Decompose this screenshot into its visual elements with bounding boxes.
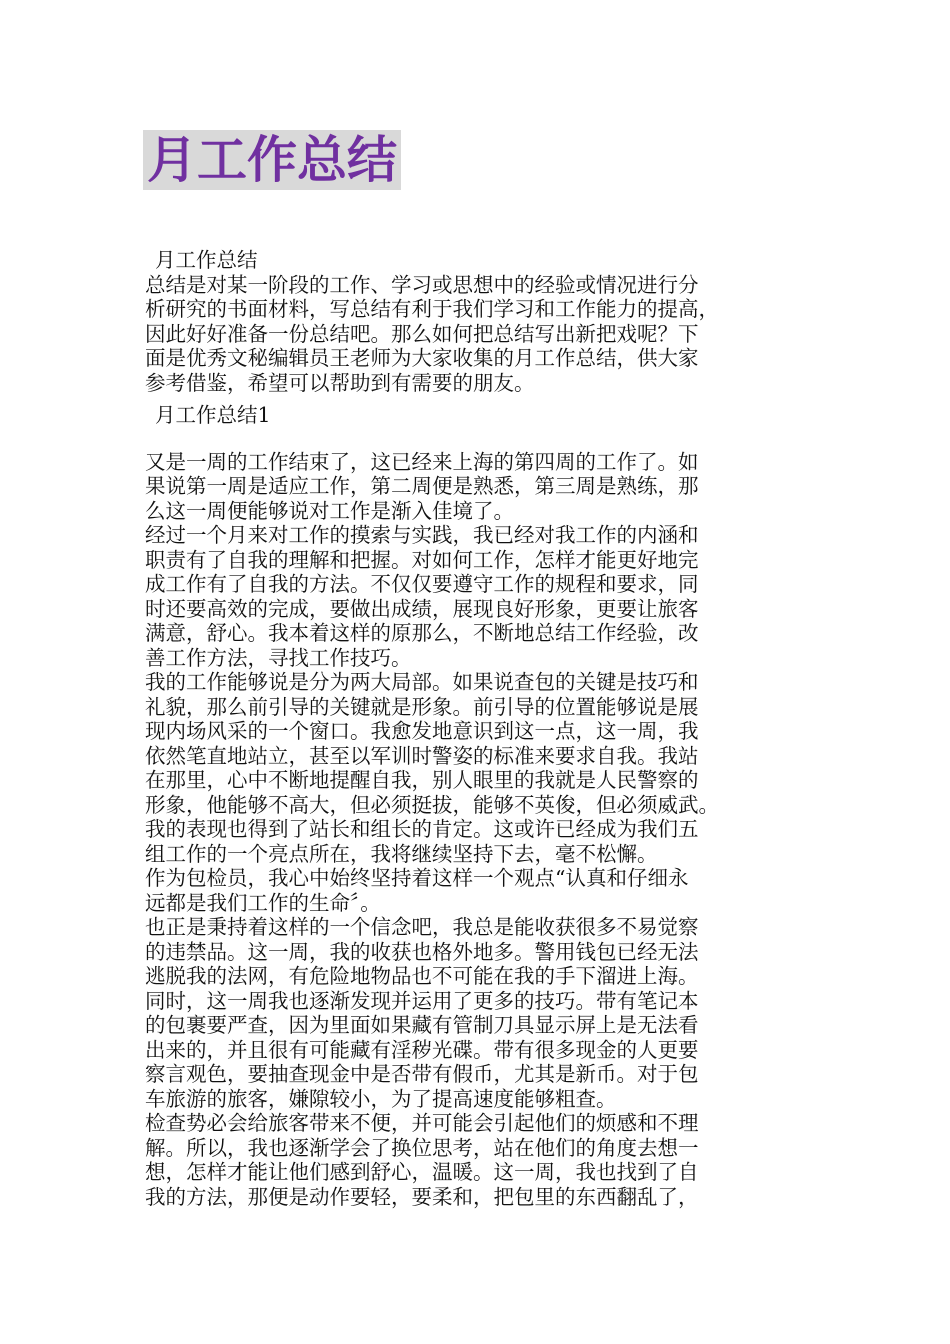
paragraph-line: 组工作的一个亮点所在，我将继续坚持下去，毫不松懈。 [145, 841, 658, 866]
paragraph-line: 满意，舒心。我本着这样的原那么，不断地总结工作经验，改 [145, 621, 699, 645]
paragraph-3 [145, 670, 815, 866]
paragraph-line: 也正是秉持着这样的一个信念吧，我总是能收获很多不易觉察 [145, 915, 699, 939]
paragraph-line: 现内场风采的一个窗口。我愈发地意识到这一点，这一周，我 [145, 719, 699, 743]
paragraph-line: 我的方法，那便是动作要轻，要柔和，把包里的东西翻乱了， [145, 1184, 699, 1209]
section-heading: 月工作总结1 [155, 403, 271, 427]
paragraph-line: 礼貌，那么前引导的关键就是形象。前引导的位置能够说是展 [145, 694, 699, 719]
paragraph-2 [145, 523, 815, 670]
paragraph-line: 果说第一周是适应工作，第二周便是熟悉，第三周是熟练，那 [145, 474, 699, 498]
intro-line: 参考借鉴，希望可以帮助到有需要的朋友。 [145, 370, 535, 395]
paragraph-line: 解。所以，我也逐渐学会了换位思考，站在他们的角度去想一 [145, 1135, 699, 1160]
paragraph-line: 又是一周的工作结束了，这已经来上海的第四周的工作了。如 [145, 449, 699, 474]
paragraph-line: 逃脱我的法网，有危险地物品也不可能在我的手下溜进上海。 [145, 964, 699, 988]
paragraph-line: 远都是我们工作的生命〞。 [145, 890, 381, 915]
document-body [145, 248, 815, 1209]
paragraph-line: 车旅游的旅客，嫌隙较小，为了提高速度能够粗查。 [145, 1086, 617, 1111]
paragraph-line: 善工作方法，寻找工作技巧。 [145, 645, 412, 670]
paragraph-line: 出来的，并且很有可能藏有淫秽光碟。带有很多现金的人更要 [145, 1037, 699, 1062]
paragraph-line: 时还要高效的完成，要做出成绩，展现良好形象，更要让旅客 [145, 596, 699, 621]
document-title: 月工作总结 [147, 131, 397, 189]
paragraph-line: 想，怎样才能让他们感到舒心，温暖。这一周，我也找到了自 [145, 1160, 699, 1184]
paragraph-line: 察言观色，要抽查现金中是否带有假币，尤其是新币。对于包 [145, 1062, 699, 1086]
paragraph-5 [145, 915, 815, 1111]
paragraph-line: 的违禁品。这一周，我的收获也格外地多。警用钱包已经无法 [145, 939, 699, 964]
paragraph-1 [145, 450, 815, 524]
paragraph-6 [145, 1111, 815, 1209]
paragraph-line: 我的表现也得到了站长和组长的肯定。这或许已经成为我们五 [145, 817, 699, 841]
paragraph-line: 作为包检员，我心中始终坚持着这样一个观点“认真和仔细永 [145, 866, 689, 890]
paragraph-line: 职责有了自我的理解和把握。对如何工作，怎样才能更好地完 [145, 547, 699, 572]
intro-heading: 月工作总结 [155, 248, 258, 272]
paragraph-line: 么这一周便能够说对工作是渐入佳境了。 [145, 498, 514, 523]
intro-line: 面是优秀文秘编辑员王老师为大家收集的月工作总结，供大家 [145, 346, 699, 370]
paragraph-line: 形象，他能够不高大，但必须挺拔，能够不英俊，但必须威武。 [145, 792, 719, 817]
paragraph-line: 同时，这一周我也逐渐发现并运用了更多的技巧。带有笔记本 [145, 988, 699, 1013]
paragraph-line: 的包裹要严查，因为里面如果藏有管制刀具显示屏上是无法看 [145, 1013, 699, 1037]
intro-line: 总结是对某一阶段的工作、学习或思想中的经验或情况进行分 [145, 272, 699, 297]
paragraph-line: 在那里，心中不断地提醒自我，别人眼里的我就是人民警察的 [145, 768, 699, 792]
intro-line: 因此好好准备一份总结吧。那么如何把总结写出新把戏呢？下 [145, 321, 699, 346]
paragraph-line: 我的工作能够说是分为两大局部。如果说查包的关键是技巧和 [145, 670, 699, 694]
paragraph-4 [145, 866, 815, 915]
paragraph-line: 检查势必会给旅客带来不便，并可能会引起他们的烦感和不理 [145, 1111, 699, 1135]
intro-line: 析研究的书面材料，写总结有利于我们学习和工作能力的提高， [145, 297, 719, 321]
intro-paragraph [145, 273, 815, 396]
paragraph-line: 依然笔直地站立，甚至以军训时警姿的标准来要求自我。我站 [145, 743, 699, 768]
paragraph-line: 成工作有了自我的方法。不仅仅要遵守工作的规程和要求，同 [145, 572, 699, 596]
paragraph-line: 经过一个月来对工作的摸索与实践，我已经对我工作的内涵和 [145, 523, 699, 547]
title-banner [143, 130, 401, 190]
